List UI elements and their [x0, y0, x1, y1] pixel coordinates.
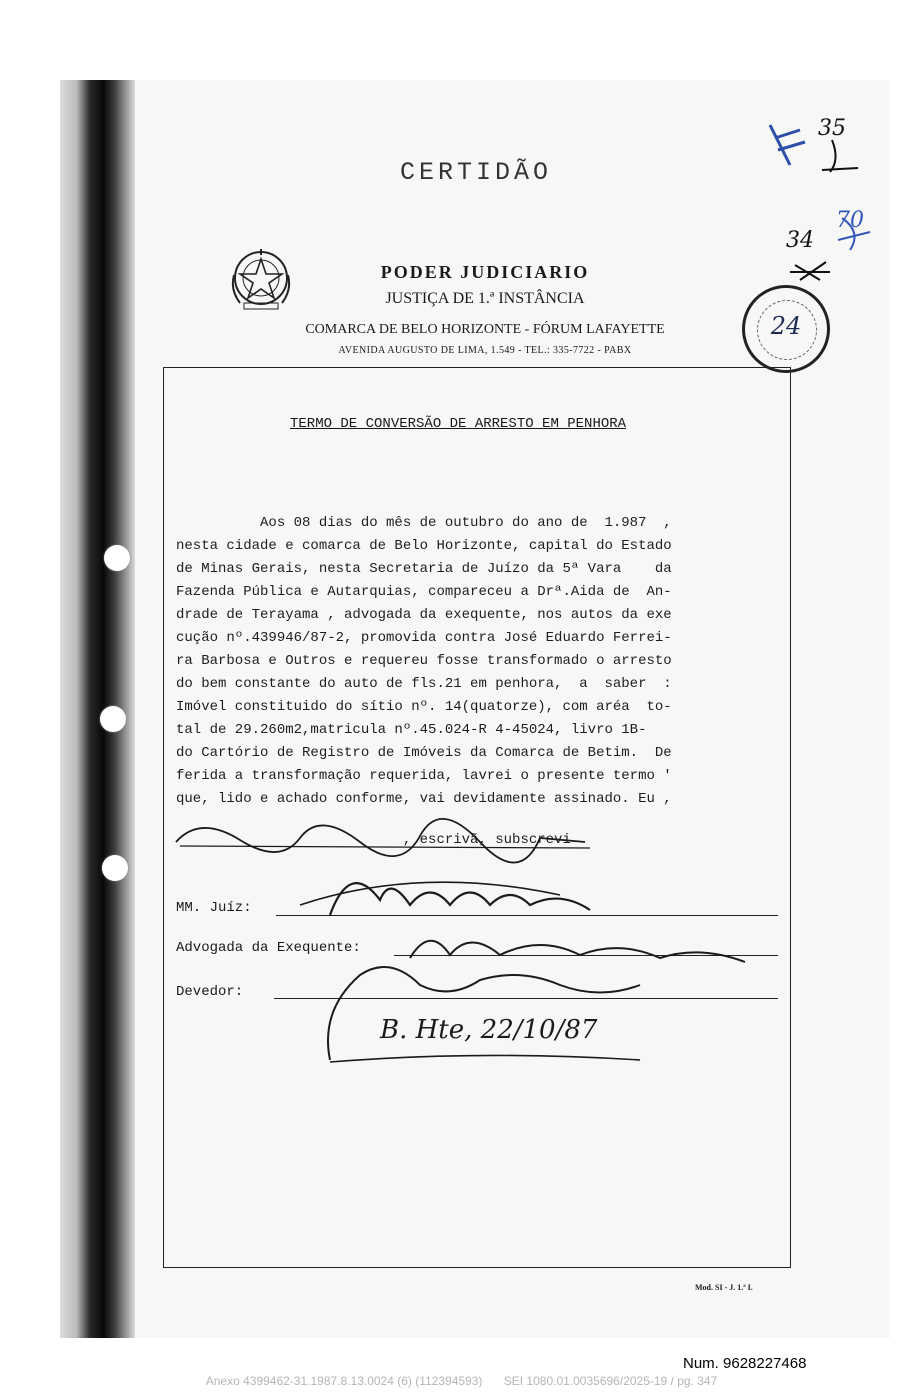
body-line: nesta cidade e comarca de Belo Horizonte, capital do Estado: [176, 538, 672, 554]
body-line: Aos 08 dias do mês de outubro do ano de 1.987 ,: [176, 515, 672, 531]
form-code: Mod. SI - J. 1.ª I.: [695, 1283, 753, 1292]
handwritten-date: B. Hte, 22/10/87: [380, 1015, 598, 1045]
footer-annex: Anexo 4399462-31.1987.8.13.0024 (6) (112394593): [205, 1374, 483, 1388]
body-line: cução nº.439946/87-2, promovida contra José Eduardo Ferrei-: [176, 630, 672, 646]
body-line: do Cartório de Registro de Imóveis da Comarca de Betim. De: [176, 745, 672, 761]
body-line: Imóvel constituido do sítio nº. 14(quatorze), com aréa to-: [176, 699, 672, 715]
body-line: Fazenda Pública e Autarquias, compareceu a Drª.Aida de An-: [176, 584, 672, 600]
body-line: de Minas Gerais, nesta Secretaria de Juízo da 5ª Vara da: [176, 561, 672, 577]
body-line: , escrivã, subscrevi: [176, 832, 571, 848]
body-line: que, lido e achado conforme, vai devidamente assinado. Eu ,: [176, 791, 672, 807]
header-instance: JUSTIÇA DE 1.ª INSTÂNCIA: [385, 290, 585, 307]
certidao-stamp: CERTIDÃO: [400, 158, 553, 187]
footer-sei: SEI 1080.01.0035696/2025-19 / pg. 347: [503, 1374, 718, 1388]
body-line: ferida a transformação requerida, lavrei o presente termo ': [176, 768, 672, 784]
seal-number: 24: [770, 312, 802, 340]
body-line: ra Barbosa e Outros e requereu fosse transformado o arresto: [176, 653, 672, 669]
header-address: AVENIDA AUGUSTO DE LIMA, 1.549 - TEL.: 335-7722 - PABX: [338, 345, 632, 356]
debtor-signature-label: Devedor:: [176, 984, 244, 1000]
judge-signature-label: MM. Juíz:: [176, 900, 252, 916]
handwritten-number: 70: [836, 208, 864, 233]
body-line: do bem constante do auto de fls.21 em penhora, a saber :: [176, 676, 672, 692]
document-title: TERMO DE CONVERSÃO DE ARRESTO EM PENHORA: [290, 416, 627, 432]
body-line: drade de Terayama , advogada da exequente, nos autos da exe: [176, 607, 672, 623]
handwritten-number: 35: [818, 116, 846, 141]
document-number: Num. 9628227468: [683, 1355, 807, 1372]
handwritten-number: 34: [786, 228, 814, 253]
lawyer-signature-label: Advogada da Exequente:: [176, 940, 361, 956]
header-district: COMARCA DE BELO HORIZONTE - FÓRUM LAFAYETTE: [305, 322, 665, 337]
body-line: tal de 29.260m2,matricula nº.45.024-R 4-45024, livro 1B-: [176, 722, 647, 738]
header-court: PODER JUDICIARIO: [380, 262, 590, 282]
page-footer: [0, 1374, 923, 1388]
